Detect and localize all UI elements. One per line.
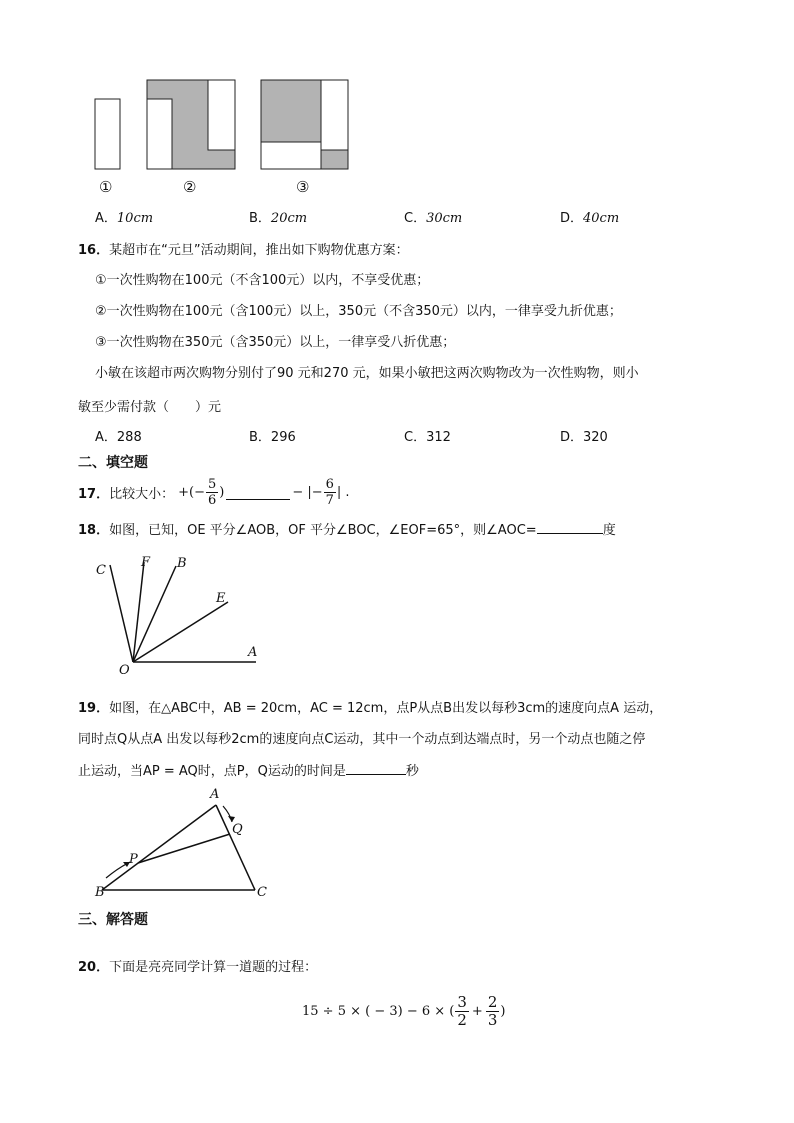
- option-value: 10cm: [116, 211, 154, 226]
- q17-left-close: ): [219, 484, 225, 500]
- q17-stem: [78, 476, 349, 508]
- q18-label-e: E: [216, 591, 226, 606]
- ray-of: [133, 562, 144, 662]
- option-letter: A．: [95, 211, 117, 226]
- section-heading-solutions: 三、解答题: [78, 912, 148, 928]
- q16-stem: [78, 239, 409, 258]
- q19-label-a: A: [210, 787, 220, 802]
- q19-line-1: [78, 697, 662, 716]
- q17-right-fraction: [324, 478, 336, 507]
- q20-expr-main: 15 ÷ 5 × ( − 3) − 6 × (: [302, 1003, 455, 1019]
- fraction-denominator: 6: [207, 492, 217, 508]
- q16-option-d[interactable]: [560, 426, 608, 445]
- q19-label-q: Q: [232, 822, 243, 837]
- q18-label-b: B: [177, 556, 187, 571]
- fig2-right-strip: [208, 80, 235, 150]
- option-value: 20cm: [270, 211, 308, 226]
- fraction-numerator: 6: [325, 476, 334, 492]
- q15-option-b[interactable]: [249, 207, 307, 226]
- fig3-bottom-strip: [261, 142, 321, 169]
- q15-option-c[interactable]: [404, 207, 462, 226]
- q18-label-a: A: [248, 645, 258, 660]
- q17-left-sign: +(−: [178, 484, 205, 500]
- question-number: 20．: [78, 960, 110, 975]
- q20-fraction-2: [486, 992, 500, 1029]
- q16-intro: 某超市在“元旦”活动期间，推出如下购物优惠方案：: [109, 243, 409, 258]
- q20-fraction-1: [455, 992, 469, 1029]
- q16-rule-2: ②一次性购物在100元（含100元）以上，350元（不含350元）以内，一律享受九折优惠；: [95, 304, 622, 319]
- q19-answer-blank[interactable]: [346, 760, 406, 775]
- fraction-numerator: 2: [487, 992, 498, 1011]
- fraction-numerator: 3: [457, 992, 467, 1011]
- q17-right-close: |: [336, 484, 342, 500]
- q19-label-b: B: [95, 885, 105, 900]
- fraction-denominator: 7: [325, 492, 334, 508]
- q18-stem: [78, 519, 616, 538]
- q16-body-line1: 小敏在该超市两次购物分别付了90 元和270 元，如果小敏把这两次购物改为一次性购物，则小: [95, 366, 639, 381]
- q20-stem: [78, 956, 317, 975]
- q19-line-2: 同时点Q从点A 出发以每秒2cm的速度向点C运动，其中一个动点到达端点时，另一个动点也随之停: [78, 732, 646, 747]
- q18-unit: 度: [602, 523, 616, 538]
- option-letter: C．: [404, 211, 427, 226]
- question-number: 18．: [78, 523, 110, 538]
- ray-oc: [110, 565, 133, 662]
- q16-rule-1: ①一次性购物在100元（不含100元）以内，不享受优惠；: [95, 273, 430, 288]
- fraction-denominator: 2: [457, 1010, 467, 1029]
- q20-plus: +: [471, 1003, 483, 1019]
- q19-label-c: C: [257, 885, 267, 900]
- option-value: 40cm: [583, 211, 620, 226]
- option-value: 296: [270, 430, 296, 445]
- q20-expression: [302, 990, 505, 1032]
- option-value: 288: [116, 430, 142, 445]
- q18-label-c: C: [96, 563, 106, 578]
- q16-body-line2: 敏至少需付款（ ）元: [78, 400, 222, 415]
- option-value: 320: [583, 430, 608, 445]
- q16-option-a[interactable]: [95, 426, 142, 445]
- q18-answer-blank[interactable]: [537, 519, 603, 534]
- q20-intro: 下面是亮亮同学计算一道题的过程：: [109, 960, 318, 975]
- q19-unit: 秒: [405, 764, 419, 779]
- question-number: 17．: [78, 486, 110, 502]
- q19-line-3: [78, 760, 419, 779]
- fig1-label: ①: [99, 178, 113, 196]
- fig3-label: ③: [296, 178, 310, 196]
- q16-option-b[interactable]: [249, 426, 296, 445]
- q18-text: 如图，已知，OE 平分∠AOB，OF 平分∠BOC，∠EOF=65°，则∠AOC=: [109, 523, 537, 538]
- option-value: 312: [426, 430, 451, 445]
- q17-left-fraction: [206, 478, 218, 507]
- side-ac: [216, 805, 255, 890]
- fig2-left-strip: [147, 99, 172, 169]
- option-letter: B．: [249, 430, 271, 445]
- fraction-numerator: 5: [207, 476, 217, 492]
- question-number: 19．: [78, 701, 110, 716]
- option-letter: A．: [95, 430, 117, 445]
- q17-right-prefix: − |−: [292, 484, 323, 500]
- side-ab: [102, 805, 216, 890]
- segment-pq: [138, 834, 230, 863]
- q20-expr-close: ): [500, 1003, 506, 1019]
- q19-line-3-text: 止运动，当AP = AQ时，点P，Q运动的时间是: [78, 764, 346, 779]
- q19-line-1-text: 如图，在△ABC中，AB = 20cm，AC = 12cm，点P从点B出发以每秒3cm的速度向点A 运动，: [109, 701, 663, 716]
- fig1-rect: [95, 99, 120, 169]
- q17-prefix: 比较大小：: [109, 486, 175, 502]
- q17-end: .: [345, 484, 350, 500]
- question-number: 16．: [78, 243, 110, 258]
- q15-option-a[interactable]: [95, 207, 153, 226]
- option-letter: D．: [560, 211, 584, 226]
- fig2-label: ②: [183, 178, 197, 196]
- option-letter: C．: [404, 430, 427, 445]
- q15-option-d[interactable]: [560, 207, 619, 226]
- q18-label-f: F: [141, 555, 151, 570]
- option-value: 30cm: [426, 211, 463, 226]
- q18-label-o: O: [119, 663, 130, 678]
- q16-rule-3: ③一次性购物在350元（含350元）以上，一律享受八折优惠；: [95, 335, 456, 350]
- q16-option-c[interactable]: [404, 426, 451, 445]
- option-letter: D．: [560, 430, 584, 445]
- option-letter: B．: [249, 211, 271, 226]
- section-heading-fill-in: 二、填空题: [78, 455, 148, 471]
- q19-label-p: P: [129, 852, 138, 867]
- fig3-right-strip: [321, 80, 348, 150]
- q17-answer-blank[interactable]: [226, 485, 290, 500]
- fraction-denominator: 3: [487, 1010, 498, 1029]
- q15-figure: [0, 0, 794, 205]
